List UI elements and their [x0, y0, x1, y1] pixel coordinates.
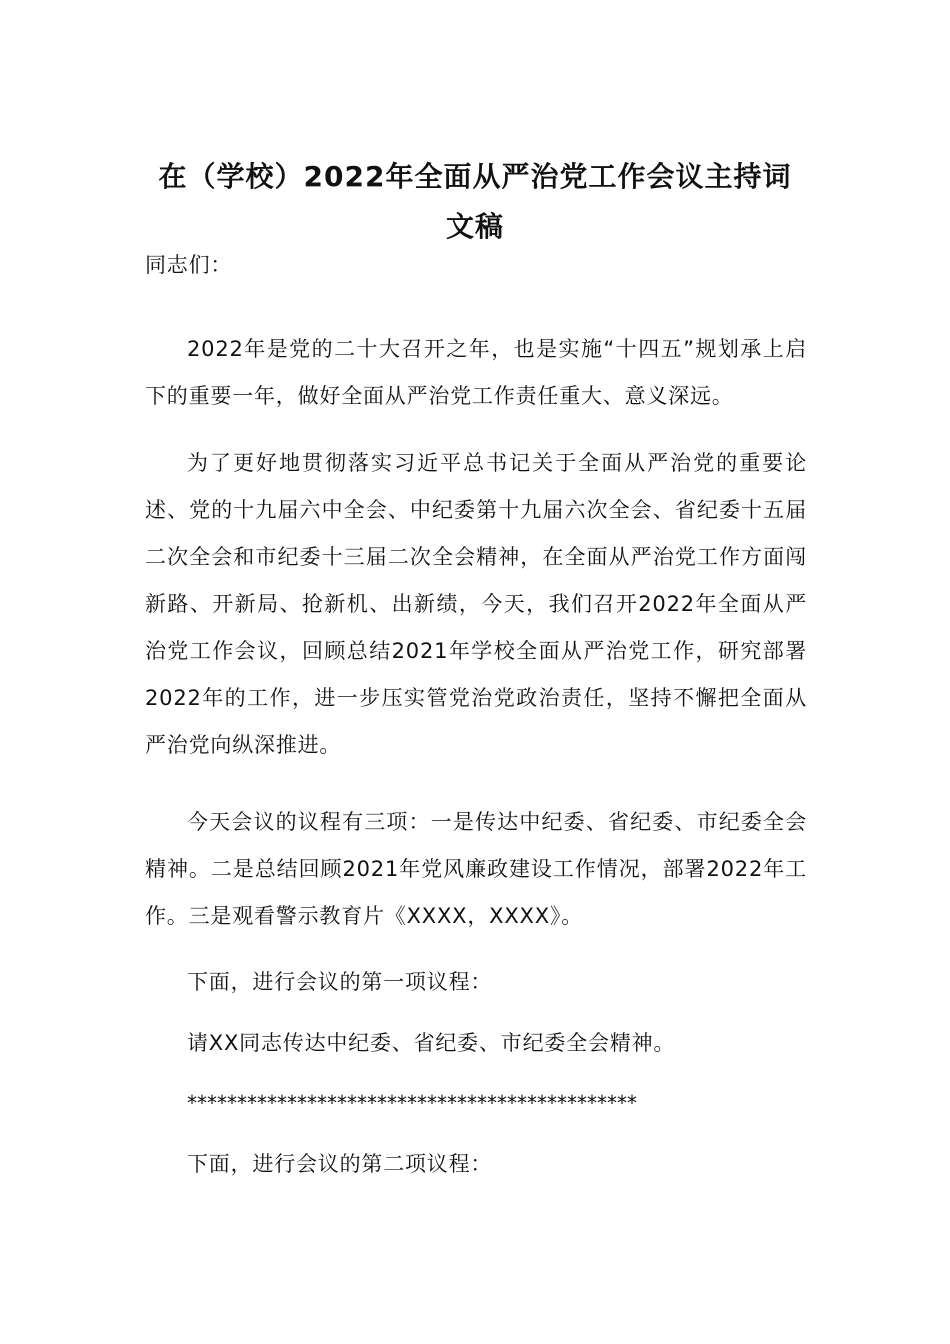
paragraph-4: 下面，进行会议的第一项议程： — [187, 970, 493, 994]
paragraph-1: 2022年是党的二十大召开之年，也是实施“十四五”规划承上启下的重要一年，做好全面从严治党工作责任重大、意义深远。 — [145, 337, 807, 408]
salutation: 同志们： — [145, 253, 233, 277]
paragraph-6: 下面，进行会议的第二项议程： — [187, 1152, 493, 1176]
document-title: 在（学校）2022年全面从严治党工作会议主持词文稿 — [158, 160, 792, 243]
paragraph-5: 请XX同志传达中纪委、省纪委、市纪委全会精神。 — [187, 1031, 676, 1055]
paragraph-3: 今天会议的议程有三项：一是传达中纪委、省纪委、市纪委全会精神。二是总结回顾2021年党风廉政建设工作情况，部署2022年工作。三是观看警示教育片《XXXX，XXXX》。 — [145, 810, 807, 928]
paragraph-2: 为了更好地贯彻落实习近平总书记关于全面从严治党的重要论述、党的十九届六中全会、中纪委第十九届六次全会、省纪委十五届二次全会和市纪委十三届二次全会精神，在全面从严治党工作方面闯新路、开新局、抢新机、出新绩，今天，我们召开2022年全面从严治党工作会议，回顾总结2021年学校全面从严治党工作，研究部署2022年的工作，进一步压实管党治党政治责任，坚持不懈把全面从严治党向纵深推进。 — [145, 451, 807, 757]
separator-line: ********************************************* — [187, 1091, 637, 1115]
